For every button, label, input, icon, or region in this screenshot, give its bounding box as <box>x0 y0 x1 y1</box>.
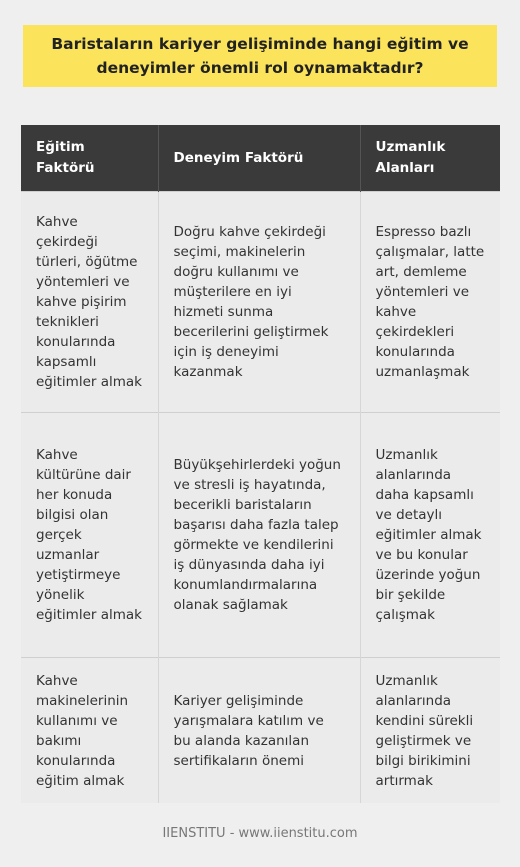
table-cell: Kahve kültürüne dair her konuda bilgisi olan gerçek uzmanlar yetiştirmeye yönelik eğitimler almak <box>21 413 158 658</box>
table-row <box>21 192 500 413</box>
header-deneyim: Deneyim Faktörü <box>158 125 360 192</box>
footer-credit: IIENSTITU - www.iienstitu.com <box>162 826 358 841</box>
table-cell: Büyükşehirlerdeki yoğun ve stresli iş hayatında, becerikli baristaların başarısı daha fazla talep görmekte ve kendilerini iş dünyasında daha iyi konumlandırmalarına olanak sağlamak <box>158 413 360 658</box>
header-uzmanlik: Uzmanlık Alanları <box>360 125 500 192</box>
table-cell: Uzmanlık alanlarında kendini sürekli geliştirmek ve bilgi birikimini artırmak <box>360 658 500 804</box>
table-cell: Kahve çekirdeği türleri, öğütme yöntemleri ve kahve pişirim teknikleri konularında kapsamlı eğitimler almak <box>21 192 158 413</box>
table-cell: Kahve makinelerinin kullanımı ve bakımı konularında eğitim almak <box>21 658 158 804</box>
table-cell: Kariyer gelişiminde yarışmalara katılım ve bu alanda kazanılan sertifikaların önemi <box>158 658 360 804</box>
table-cell: Espresso bazlı çalışmalar, latte art, demleme yöntemleri ve kahve çekirdekleri konularında uzmanlaşmak <box>360 192 500 413</box>
table-row <box>21 658 500 804</box>
table-row <box>21 413 500 658</box>
table-cell: Doğru kahve çekirdeği seçimi, makinelerin doğru kullanımı ve müşterilere en iyi hizmeti sunma becerilerini geliştirmek için iş deneyimi kazanmak <box>158 192 360 413</box>
page-title: Baristaların kariyer gelişiminde hangi eğitim ve deneyimler önemli rol oynamaktadır? <box>51 35 469 77</box>
table-cell: Uzmanlık alanlarında daha kapsamlı ve detaylı eğitimler almak ve bu konular üzerinde yoğun bir şekilde çalışmak <box>360 413 500 658</box>
comparison-table <box>21 125 500 803</box>
title-banner <box>23 25 497 87</box>
table-header-row <box>21 125 500 192</box>
header-egitim: Eğitim Faktörü <box>21 125 158 192</box>
